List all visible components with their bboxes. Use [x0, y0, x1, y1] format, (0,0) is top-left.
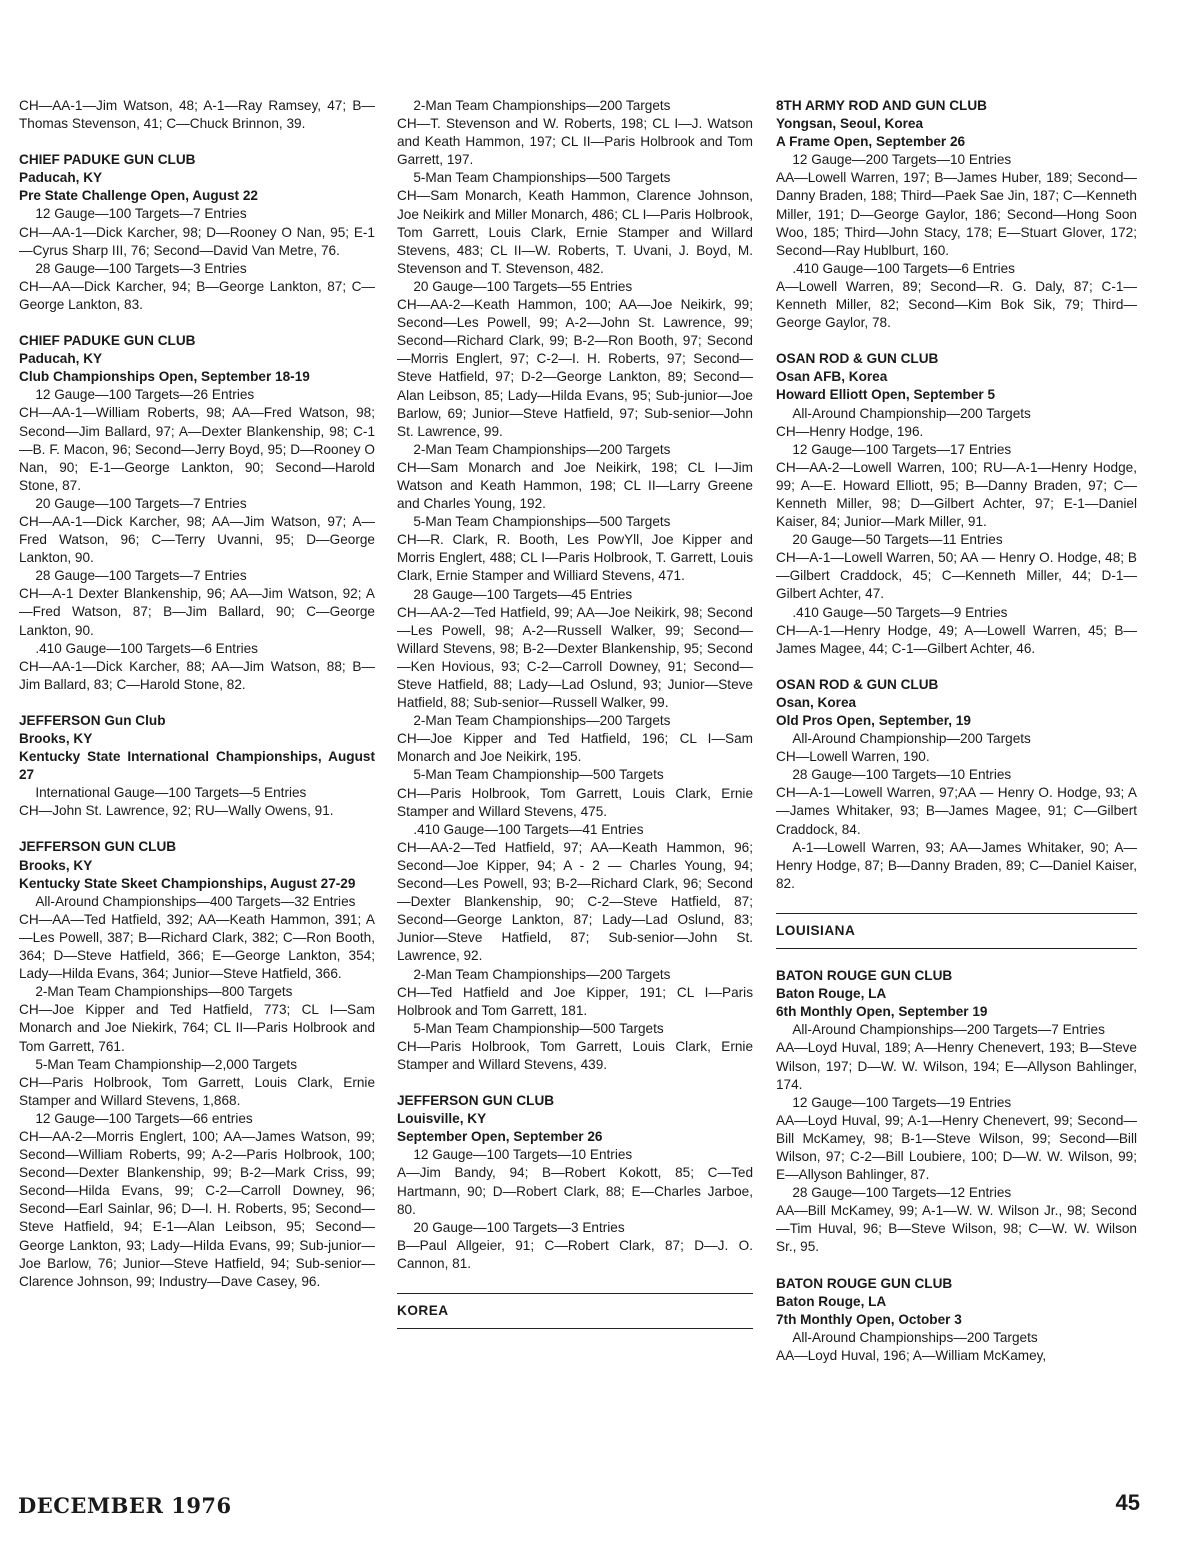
issue-date: DECEMBER 1976 — [18, 1493, 232, 1518]
event-line: 12 Gauge—100 Targets—19 Entries — [792, 1094, 1012, 1110]
club-name: 8TH ARMY ROD AND GUN CLUB — [776, 98, 987, 113]
event-line: 2-Man Team Championships—200 Targets — [413, 966, 671, 982]
results-paragraph: A—Lowell Warren, 89; Second—R. G. Daly, 87; C-1—Kenneth Miller, 82; Second—Kim Bok Sik, 79; Third—George Gaylor, 78. — [776, 278, 1137, 331]
event-line: 20 Gauge—100 Targets—55 Entries — [413, 278, 633, 294]
event-line: 5-Man Team Championships—500 Targets — [413, 170, 671, 186]
state-heading: KOREA — [397, 1303, 449, 1318]
event-line: 28 Gauge—100 Targets—7 Entries — [35, 568, 247, 584]
event-line: All-Around Championship—200 Targets — [792, 405, 1031, 421]
event-title: Old Pros Open, September, 19 — [776, 713, 971, 728]
event-title: Howard Elliott Open, September 5 — [776, 387, 996, 403]
results-paragraph: CH—A-1—Henry Hodge, 49; A—Lowell Warren, 45; B—James Magee, 44; C-1—Gilbert Achter, 46. — [776, 622, 1137, 656]
club-name: OSAN ROD & GUN CLUB — [776, 351, 939, 367]
results-paragraph: CH—AA—Ted Hatfield, 392; AA—Keath Hammon, 391; A—Les Powell, 387; B—Richard Clark, 382; C—Ron Booth, 364; D—Steve Hatfield, 366; E—George Lankton, 354; Lady—Hilda Evans, 364; Junior—Steve Hatfield, 366. — [19, 911, 375, 982]
results-paragraph: CH—T. Stevenson and W. Roberts, 198; CL I—J. Watson and Keath Hammon, 197; CL II—Paris Holbrook and Tom Garrett, 197. — [397, 116, 753, 168]
event-line: 5-Man Team Championships—500 Targets — [413, 514, 671, 530]
results-paragraph: CH—Paris Holbrook, Tom Garrett, Louis Clark, Ernie Stamper and Willard Stevens, 1,868. — [19, 1074, 375, 1108]
results-paragraph: CH—John St. Lawrence, 92; RU—Wally Owens, 91. — [19, 803, 334, 819]
event-title: September Open, September 26 — [397, 1129, 603, 1145]
results-paragraph: CH—Paris Holbrook, Tom Garrett, Louis Clark, Ernie Stamper and Willard Stevens, 439. — [397, 1038, 753, 1072]
club-location: Baton Rouge, LA — [776, 986, 887, 1002]
event-line: All-Around Championships—200 Targets — [792, 1329, 1038, 1345]
results-paragraph: A—Jim Bandy, 94; B—Robert Kokott, 85; C—Ted Hartmann, 90; D—Robert Clark, 88; E—Charles Jarboe, 80. — [397, 1165, 753, 1217]
club-name: JEFFERSON GUN CLUB — [397, 1093, 555, 1109]
event-line: .410 Gauge—100 Targets—41 Entries — [413, 821, 644, 837]
club-location: Brooks, KY — [19, 857, 93, 873]
event-line: 28 Gauge—100 Targets—12 Entries — [792, 1185, 1012, 1201]
event-line: 12 Gauge—100 Targets—17 Entries — [792, 441, 1012, 457]
results-paragraph: CH—AA-1—Dick Karcher, 98; AA—Jim Watson, 97; A—Fred Watson, 96; C—Terry Uvanni, 95; D—George Lankton, 90. — [19, 513, 375, 566]
club-name: BATON ROUGE GUN CLUB — [776, 1275, 953, 1291]
event-line: 20 Gauge—50 Targets—11 Entries — [792, 532, 1003, 548]
results-paragraph: CH—Henry Hodge, 196. — [776, 423, 924, 439]
event-title: Kentucky State International Championships, August 27 — [19, 749, 375, 783]
event-line: .410 Gauge—50 Targets—9 Entries — [792, 604, 1008, 620]
event-line: 5-Man Team Championship—500 Targets — [413, 767, 664, 783]
club-location: Paducah, KY — [19, 351, 103, 367]
results-paragraph: AA—Loyd Huval, 99; A-1—Henry Chenevert, 99; Second—Bill McKamey, 98; B-1—Steve Wilson, 99; Second—Bill Wilson, 97; C-2—Bill Loubiere, 100; D—W. W. Wilson, 99; E—Allyson Bahlinger, 87. — [776, 1112, 1137, 1183]
results-paragraph: CH—AA—Dick Karcher, 94; B—George Lankton, 87; C—George Lankton, 83. — [19, 278, 375, 312]
results-paragraph: CH—AA-1—Jim Watson, 48; A-1—Ray Ramsey, 47; B—Thomas Stevenson, 41; C—Chuck Brinnon, 39. — [19, 98, 375, 132]
page-number: 45 — [1115, 1490, 1140, 1515]
event-line: All-Around Championship—200 Targets — [792, 731, 1031, 747]
results-paragraph: CH—Sam Monarch, Keath Hammon, Clarence Johnson, Joe Neikirk and Miller Monarch, 486; CL I—Paris Holbrook, Tom Garrett, Louis Clark, Ernie Stamper and Willard Stevens, 483; CL II—W. Roberts, T. Uvani, J. Boyd, M. Stevenson and T. Stevenson, 482. — [397, 188, 753, 276]
results-paragraph: CH—AA-1—Dick Karcher, 88; AA—Jim Watson, 88; B—Jim Ballard, 83; C—Harold Stone, 82. — [19, 658, 375, 692]
results-paragraph: CH—R. Clark, R. Booth, Les PowYll, Joe Kipper and Morris Englert, 488; CL I—Paris Holbrook, T. Garrett, Louis Clark, Ernie Stamper and Williard Stevens, 471. — [397, 532, 753, 584]
results-paragraph: CH—Lowell Warren, 190. — [776, 749, 930, 765]
event-line: All-Around Championships—400 Targets—32 Entries — [35, 893, 356, 909]
event-line: 2-Man Team Championships—200 Targets — [413, 713, 671, 729]
event-line: 2-Man Team Championships—200 Targets — [413, 441, 671, 457]
results-paragraph: AA—Loyd Huval, 196; A—William McKamey, — [776, 1347, 1047, 1363]
club-name: OSAN ROD & GUN CLUB — [776, 676, 939, 692]
club-location: Yongsan, Seoul, Korea — [776, 116, 924, 132]
event-title: A Frame Open, September 26 — [776, 134, 966, 150]
club-location: Louisville, KY — [397, 1111, 487, 1127]
results-paragraph: CH—Paris Holbrook, Tom Garrett, Louis Clark, Ernie Stamper and Willard Stevens, 475. — [397, 785, 753, 819]
event-line: 20 Gauge—100 Targets—3 Entries — [413, 1219, 625, 1235]
event-line: 2-Man Team Championships—200 Targets — [413, 98, 671, 113]
event-line: 12 Gauge—100 Targets—10 Entries — [413, 1147, 633, 1163]
results-paragraph: CH—A-1 Dexter Blankenship, 96; AA—Jim Watson, 92; A—Fred Watson, 87; B—Jim Ballard, 90; C—George Lankton, 90. — [19, 586, 375, 638]
results-paragraph: CH—Joe Kipper and Ted Hatfield, 773; CL I—Sam Monarch and Joe Niekirk, 764; CL II—Paris Holbrook and Tom Garrett, 761. — [19, 1002, 375, 1054]
event-line: A-1—Lowell Warren, 93; AA—James Whitaker, 90; A—Henry Hodge, 87; B—Danny Braden, 89; C—Daniel Kaiser, 82. — [776, 839, 1137, 891]
club-location: Brooks, KY — [19, 731, 93, 746]
event-title: 7th Monthly Open, October 3 — [776, 1311, 962, 1327]
column-1 — [19, 97, 375, 1291]
section-rule — [397, 1328, 753, 1329]
results-paragraph: CH—A-1—Lowell Warren, 50; AA — Henry O. Hodge, 48; B—Gilbert Craddock, 45; C—Kenneth Miller, 44; D-1—Gilbert Achter, 47. — [776, 550, 1137, 602]
column-2 — [397, 97, 753, 1343]
club-name: JEFFERSON Gun Club — [19, 712, 166, 728]
club-location: Baton Rouge, LA — [776, 1293, 887, 1309]
club-location: Paducah, KY — [19, 170, 103, 186]
event-line: 5-Man Team Championship—500 Targets — [413, 1020, 664, 1036]
event-line: 12 Gauge—200 Targets—10 Entries — [792, 152, 1012, 168]
results-paragraph: CH—AA-2—Ted Hatfield, 97; AA—Keath Hammon, 96; Second—Joe Kipper, 94; A - 2 — Charles Young, 94; Second—Les Powell, 93; B-2—Richard Clark, 96; Second—Dexter Blankenship, 90; C-2—Steve Hatfield, 87; Second—George Lankton, 87; Lady—Lad Oslund, 83; Junior—Steve Hatfield, 87; Sub-senior—John St. Lawrence, 92. — [397, 839, 753, 964]
event-line: 12 Gauge—100 Targets—26 Entries — [35, 387, 255, 403]
results-paragraph: CH—A-1—Lowell Warren, 97;AA — Henry O. Hodge, 93; A—James Whitaker, 93; B—James Magee, 91; C—Gilbert Craddock, 84. — [776, 785, 1137, 837]
club-name: CHIEF PADUKE GUN CLUB — [19, 333, 196, 349]
event-line: All-Around Championships—200 Targets—7 Entries — [792, 1022, 1105, 1038]
event-title: Pre State Challenge Open, August 22 — [19, 188, 258, 204]
event-line: .410 Gauge—100 Targets—6 Entries — [792, 260, 1015, 276]
event-title: Club Championships Open, September 18-19 — [19, 369, 310, 385]
event-line: 12 Gauge—100 Targets—66 entries — [35, 1110, 253, 1126]
results-paragraph: CH—AA-1—Dick Karcher, 98; D—Rooney O Nan, 95; E-1—Cyrus Sharp III, 76; Second—David Van Metre, 76. — [19, 224, 375, 258]
event-line: .410 Gauge—100 Targets—6 Entries — [35, 640, 258, 656]
results-paragraph: CH—Ted Hatfield and Joe Kipper, 191; CL I—Paris Holbrook and Tom Garrett, 181. — [397, 984, 753, 1018]
column-3 — [776, 97, 1137, 1365]
event-line: 5-Man Team Championship—2,000 Targets — [35, 1056, 298, 1072]
event-line: International Gauge—100 Targets—5 Entries — [35, 785, 307, 801]
event-line: 2-Man Team Championships—800 Targets — [35, 984, 293, 1000]
event-title: Kentucky State Skeet Championships, August 27-29 — [19, 875, 356, 891]
results-paragraph: CH—AA-2—Lowell Warren, 100; RU—A-1—Henry Hodge, 99; A—E. Howard Elliott, 95; B—Danny Braden, 97; C—Kenneth Miller, 98; D—Gilbert Achter, 97; E-1—Daniel Kaiser, 84; Junior—Mark Miller, 91. — [776, 459, 1137, 530]
club-name: CHIEF PADUKE GUN CLUB — [19, 152, 196, 168]
results-paragraph: CH—Joe Kipper and Ted Hatfield, 196; CL I—Sam Monarch and Joe Neikirk, 195. — [397, 731, 753, 765]
event-line: 28 Gauge—100 Targets—45 Entries — [413, 586, 633, 602]
results-paragraph: AA—Loyd Huval, 189; A—Henry Chenevert, 193; B—Steve Wilson, 197; D—W. W. Wilson, 194; E—Allyson Bahlinger, 174. — [776, 1040, 1137, 1092]
results-paragraph: CH—Sam Monarch and Joe Neikirk, 198; CL I—Jim Watson and Keath Hammon, 198; CL II—Larry Greene and Charles Young, 192. — [397, 459, 753, 512]
club-name: JEFFERSON GUN CLUB — [19, 839, 177, 855]
results-paragraph: CH—AA-2—Ted Hatfield, 99; AA—Joe Neikirk, 98; Second—Les Powell, 98; A-2—Russell Walker, 99; Second—Willard Stevens, 98; B-2—Dexter Blankenship, 95; Second—Ken Hovious, 93; C-2—Carroll Downey, 91; Second—Steve Hatfield, 88; Lady—Lad Oslund, 93; Junior—Steve Hatfield, 88; Sub-senior—Russell Walker, 99. — [397, 604, 753, 711]
results-paragraph: CH—AA-2—Morris Englert, 100; AA—James Watson, 99; Second—William Roberts, 99; A-2—Paris Holbrook, 100; Second—Dexter Blankenship, 99; B-2—Mark Criss, 99; Second—Hilda Evans, 99; C-2—Carroll Downey, 96; Second—Earl Sainlar, 96; D—I. H. Roberts, 95; Second—Steve Hatfield, 94; E-1—Alan Leibson, 95; Second—George Lankton, 93; Lady—Hilda Evans, 99; Sub-junior—Joe Barlow, 76; Junior—Steve Hatfield, 94; Sub-senior—Clarence Johnson, 99; Industry—Dave Casey, 96. — [19, 1128, 375, 1289]
event-line: 28 Gauge—100 Targets—3 Entries — [35, 260, 247, 276]
club-name: BATON ROUGE GUN CLUB — [776, 968, 953, 984]
results-paragraph: B—Paul Allgeier, 91; C—Robert Clark, 87; D—J. O. Cannon, 81. — [397, 1237, 753, 1271]
section-rule — [776, 948, 1137, 949]
club-location: Osan AFB, Korea — [776, 369, 888, 385]
event-line: 28 Gauge—100 Targets—10 Entries — [792, 767, 1012, 783]
results-paragraph: CH—AA-2—Keath Hammon, 100; AA—Joe Neikirk, 99; Second—Les Powell, 99; A-2—John St. Lawrence, 99; Second—Richard Clark, 99; B-2—Ron Booth, 97; Second—Morris Englert, 97; C-2—I. H. Roberts, 97; Second—Steve Hatfield, 97; D-2—George Lankton, 89; Second—Alan Leibson, 85; Lady—Hilda Evans, 95; Sub-junior—Joe Barlow, 69; Junior—Steve Hatfield, 97; Sub-senior—John St. Lawrence, 99. — [397, 297, 753, 439]
event-title: 6th Monthly Open, September 19 — [776, 1004, 988, 1020]
results-paragraph: CH—AA-1—William Roberts, 98; AA—Fred Watson, 98; Second—Jim Ballard, 97; A—Dexter Blankenship, 98; C-1—B. F. Macon, 96; Second—Jerry Boyd, 95; D—Rooney O Nan, 90; E-1—George Lankton, 90; Second—Harold Stone, 87. — [19, 405, 375, 493]
club-location: Osan, Korea — [776, 694, 857, 710]
event-line: 20 Gauge—100 Targets—7 Entries — [35, 495, 247, 511]
state-heading: LOUISIANA — [776, 922, 856, 938]
results-paragraph: AA—Bill McKamey, 99; A-1—W. W. Wilson Jr., 98; Second—Tim Huval, 96; B—Steve Wilson, 98; C—W. W. Wilson Sr., 95. — [776, 1203, 1137, 1255]
event-line: 12 Gauge—100 Targets—7 Entries — [35, 206, 247, 222]
results-paragraph: AA—Lowell Warren, 197; B—James Huber, 189; Second—Danny Braden, 188; Third—Paek Sae Jin, 187; C—Kenneth Miller, 191; D—George Gaylor, 186; Second—Hong Soon Woo, 185; Third—John Stacy, 178; E—Stuart Glover, 172; Second—Ray Hublburt, 160. — [776, 170, 1137, 258]
